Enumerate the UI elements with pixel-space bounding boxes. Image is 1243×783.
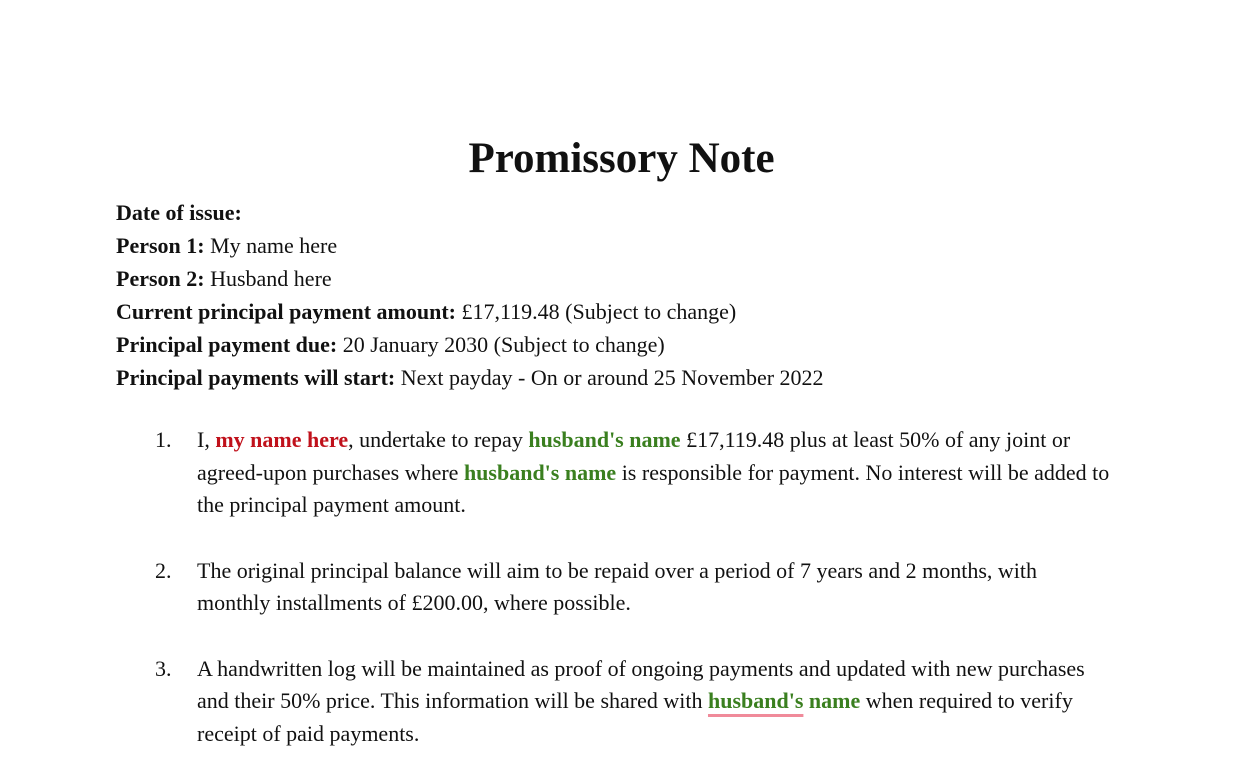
list-item-number: 3. (155, 655, 172, 681)
list-item (155, 424, 1115, 522)
list-item (155, 555, 1115, 620)
list-item-text: , undertake to repay (348, 427, 529, 452)
due-label: Principal payment due: (116, 332, 338, 357)
start-line (116, 361, 1116, 394)
list-item (155, 653, 1115, 751)
person2-line (116, 262, 1116, 295)
lender-name-placeholder: husband's name (463, 459, 617, 485)
date-of-issue-label: Date of issue: (116, 200, 242, 225)
list-item-text: I, (197, 427, 216, 452)
amount-line (116, 295, 1116, 328)
due-value: 20 January 2030 (Subject to change) (342, 332, 665, 357)
list-item-text: The original principal balance will aim to be repaid over a period of 7 years and 2 months, with monthly installments of £200.00, where possible. (197, 557, 1038, 615)
list-item-text: when required to verify receipt of paid payments. (197, 688, 1073, 746)
list-item-number: 1. (155, 427, 172, 452)
lender-name-placeholder-misspelled[interactable]: husband's (707, 688, 804, 713)
person1-line (116, 229, 1116, 262)
date-of-issue-line (116, 196, 1116, 229)
person2-label: Person 2: (116, 266, 205, 291)
person1-value: My name here (210, 233, 338, 258)
list-item-text: A handwritten log will be maintained as proof of ongoing payments and updated with new purchases and their 50% price. This information will be shared with (197, 655, 1085, 713)
due-line (116, 328, 1116, 361)
list-item-number: 2. (155, 557, 172, 583)
borrower-name-placeholder: my name here (215, 427, 349, 452)
start-value: Next payday - On or around 25 November 2022 (400, 365, 824, 390)
list-item-text: £17,119.48 plus at least 50% of any joint or agreed-upon purchases where (197, 427, 1071, 485)
list-item-text: is responsible for payment. No interest will be added to the principal payment amount. (197, 459, 1110, 517)
person2-value: Husband here (210, 266, 332, 291)
terms-list (155, 424, 1115, 783)
document-title: Promissory Note (468, 135, 775, 182)
amount-value: £17,119.48 (Subject to change) (461, 299, 737, 324)
lender-name-placeholder: husband's name (528, 427, 681, 452)
header-block (116, 196, 1116, 394)
lender-name-placeholder: name (803, 688, 861, 713)
person1-label: Person 1: (116, 233, 205, 258)
start-label: Principal payments will start: (116, 365, 396, 390)
amount-label: Current principal payment amount: (116, 299, 456, 324)
